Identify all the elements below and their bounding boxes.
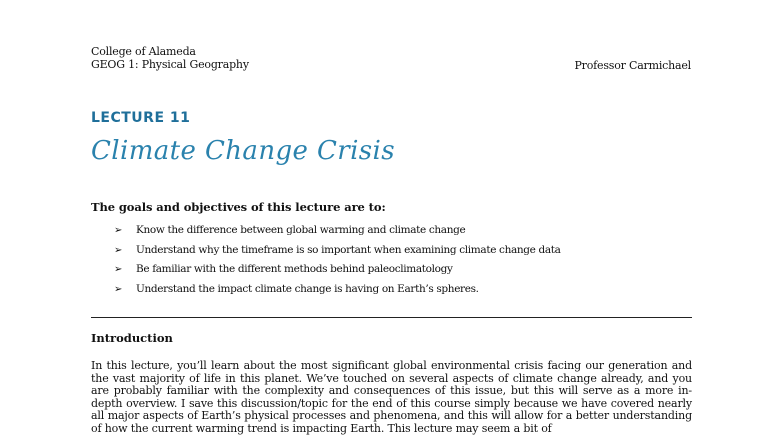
goals-heading: The goals and objectives of this lecture are to:: [91, 200, 386, 214]
list-item: [114, 241, 561, 261]
arrow-bullet-icon: ➢: [114, 244, 123, 256]
professor-name: Professor Carmichael: [574, 59, 691, 72]
course-name: GEOG 1: Physical Geography: [91, 58, 249, 71]
goal-text: Be familiar with the different methods behind paleoclimatology: [136, 263, 453, 275]
college-name: College of Alameda: [91, 45, 196, 58]
lecture-title: Climate Change Crisis: [91, 136, 395, 166]
arrow-bullet-icon: ➢: [114, 225, 123, 236]
section-divider: [91, 317, 692, 318]
lecture-number: LECTURE 11: [91, 110, 191, 126]
list-item: [114, 221, 561, 241]
goal-text: Understand the impact climate change is having on Earth’s spheres.: [136, 282, 479, 295]
arrow-bullet-icon: ➢: [114, 283, 123, 295]
arrow-bullet-icon: ➢: [114, 264, 123, 275]
introduction-heading: Introduction: [91, 331, 173, 345]
goal-text: Know the difference between global warming and climate change: [136, 224, 466, 236]
goal-text: Understand why the timeframe is so important when examining climate change data: [136, 243, 561, 256]
goals-list: [114, 221, 561, 299]
list-item: [114, 260, 561, 280]
introduction-body: In this lecture, you’ll learn about the most significant global environmental crisis facing our generation and the vast majority of life in this planet. We’ve touched on several aspects of climate change already, and you are probably familiar with the complexity and consequences of this issue, but this will serve as a more in-depth overview. I save this discussion/topic for the end of this course simply because we have covered nearly all major aspects of Earth’s physical processes and phenomena, and this will allow for a better understanding of how the current warming trend is impacting Earth. This lecture may seem a bit of: [91, 359, 692, 435]
list-item: [114, 280, 561, 300]
header-left: [91, 45, 249, 71]
